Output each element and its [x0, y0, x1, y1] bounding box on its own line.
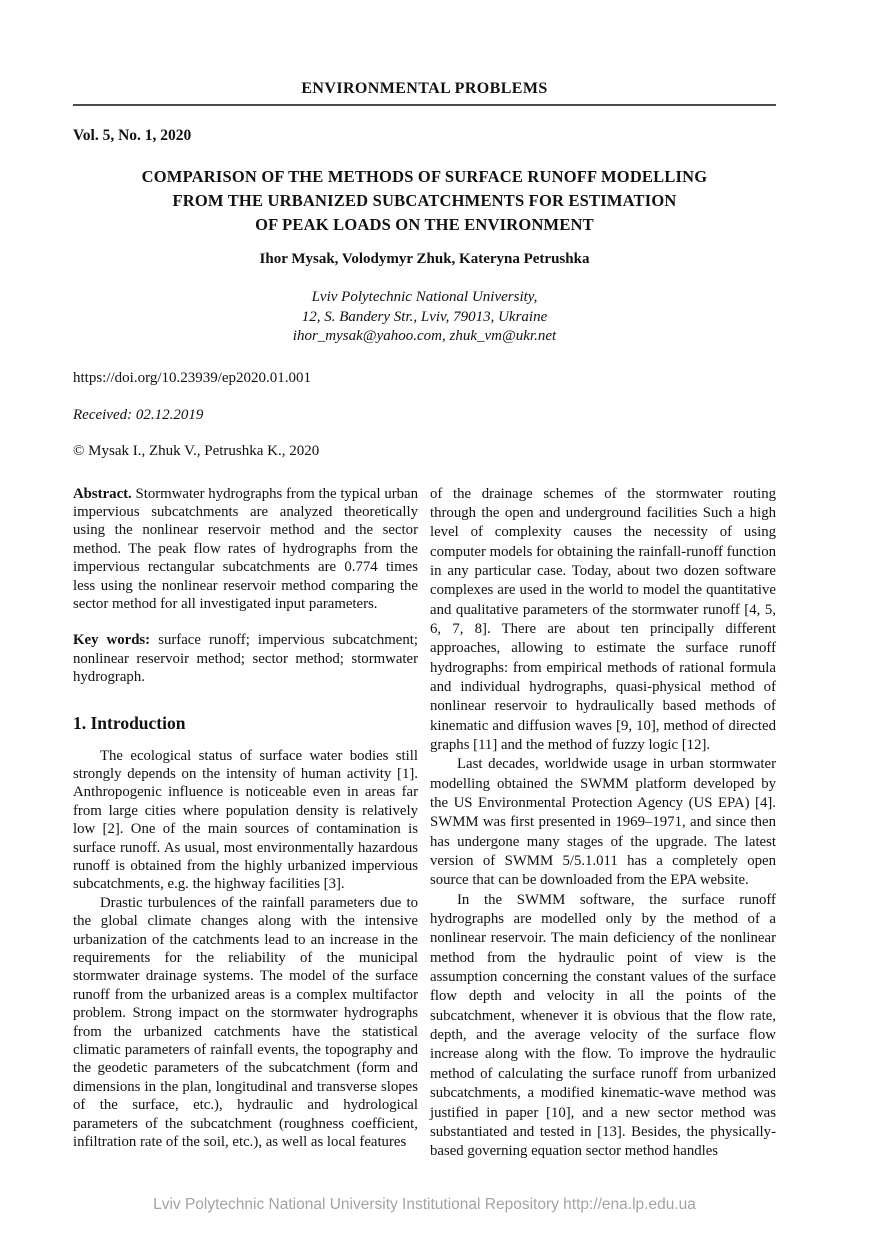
authors-line: Ihor Mysak, Volodymyr Zhuk, Kateryna Petrushka — [259, 251, 590, 267]
intro-paragraph-2: Drastic turbulences of the rainfall parameters due to the global climate changes along with the intensive urbanization of the catchments lead to an increase in the requirements for the reliability of the municipal stormwater drainage systems. The model of the surface runoff from the urbanized areas is a complex multifactor problem. Strong impact on the stormwater hydrographs from the urbanized catchments have the statistical climatic parameters of rainfall events, the topography and the geodetic parameters of the subcatchment (form and dimensions in the plan, longitudinal and transverse slopes of the surface, etc.), hydraulic and hydrological parameters of the subcatchment (roughness coefficient, infiltration rate of the soil, etc.), as well as local features — [73, 894, 418, 1151]
keywords-paragraph — [73, 631, 418, 686]
journal-title: ENVIRONMENTAL PROBLEMS — [301, 80, 548, 97]
repository-footer: Lviv Polytechnic National University Institutional Repository http://ena.lp.edu.ua — [153, 1196, 696, 1213]
right-column — [430, 485, 776, 1162]
affiliation-line-1: Lviv Polytechnic National University, — [311, 289, 538, 305]
received-date-line: Received: 02.12.2019 — [73, 406, 204, 423]
abstract-label: Abstract. — [73, 485, 132, 502]
two-column-body — [73, 485, 776, 1162]
intro-paragraph-2-continued: of the drainage schemes of the stormwater routing through the open and underground facilities Such a high level of complexity causes the necessity of using computer models for obtaining the rainfall-runoff function in any particular case. Today, about two dozen software complexes are used in the world to model the quantitative and qualitative parameters of the stormwater runoff [4, 5, 6, 7, 8]. There are about ten principally different approaches, allowing to estimate the surface runoff hydrographs: from empirical methods of rational formula and individual hydrographs, quasi-physical method of nonlinear reservoir to hydraulically based methods of kinematic and diffusion waves [9, 10], method of directed graphs [11] and the method of fuzzy logic [12]. — [430, 485, 776, 753]
abstract-paragraph — [73, 485, 418, 614]
left-column — [73, 485, 418, 1162]
intro-paragraph-3: Last decades, worldwide usage in urban stormwater modelling obtained the SWMM platform developed by the US Environmental Protection Agency (US EPA) [4]. SWMM was first presented in 1969–1971, and since then has undergone many stages of the upgrade. The latest version of SWMM 5/5.1.011 has a completely open source that can be downloaded from the EPA website. — [430, 756, 776, 889]
keywords-text: surface runoff; impervious subcatchment; nonlinear reservoir method; sector method; stormwater hydrograph. — [73, 632, 418, 686]
intro-paragraph-1: The ecological status of surface water bodies still strongly depends on the intensity of human activity [1]. Anthropogenic influence is noticeable even in areas far from large cities where population density is relatively low [2]. One of the main sources of contamination is surface runoff. As usual, most environmentally hazardous runoff is obtained from the highly urbanized impervious subcatchments, e.g. the highway facilities [3]. — [73, 747, 418, 893]
paper-title-line-3: OF PEAK LOADS ON THE ENVIRONMENT — [255, 215, 594, 234]
copyright-line: © Mysak I., Zhuk V., Petrushka K., 2020 — [73, 442, 320, 459]
doi-line: https://doi.org/10.23939/ep2020.01.001 — [73, 369, 312, 386]
affiliation-block — [73, 288, 776, 347]
volume-issue-line: Vol. 5, No. 1, 2020 — [73, 127, 192, 144]
introduction-heading: 1. Introduction — [73, 712, 186, 733]
affiliation-line-2: 12, S. Bandery Str., Lviv, 79013, Ukraine — [301, 308, 548, 325]
abstract-text: Stormwater hydrographs from the typical urban impervious subcatchments are analyzed theoretically using the nonlinear reservoir method and the sector method. The peak flow rates of hydrographs from the impervious rectangular subcatchments are 0.774 times less using the nonlinear reservoir method comparing the sector method for all investigated input parameters. — [73, 485, 419, 612]
paper-title-line-1: COMPARISON OF THE METHODS OF SURFACE RUNOFF MODELLING — [141, 167, 708, 186]
intro-paragraph-4: In the SWMM software, the surface runoff hydrographs are modelled only by the method of a nonlinear reservoir. The main deficiency of the nonlinear method from the hydraulic point of view is the assumption concerning the constant values of the surface flow depth and velocity in all the points of the subcatchment, whenever it is obvious that the flow rate, depth, and the average velocity of the surface flow increase along with the flow. To improve the hydraulic method of calculating the surface runoff from urbanized subcatchments, a modified kinematic-wave method was justified in paper [10], and a new sector method was substantiated and tested in [13]. Besides, the physically-based governing equation sector method handles — [430, 891, 776, 1160]
header-rule — [73, 104, 776, 106]
affiliation-emails: ihor_mysak@yahoo.com, zhuk_vm@ukr.net — [292, 328, 557, 344]
paper-title — [73, 165, 776, 237]
paper-title-line-2: FROM THE URBANIZED SUBCATCHMENTS FOR ESTIMATION — [172, 191, 677, 210]
keywords-label: Key words: — [73, 632, 151, 649]
